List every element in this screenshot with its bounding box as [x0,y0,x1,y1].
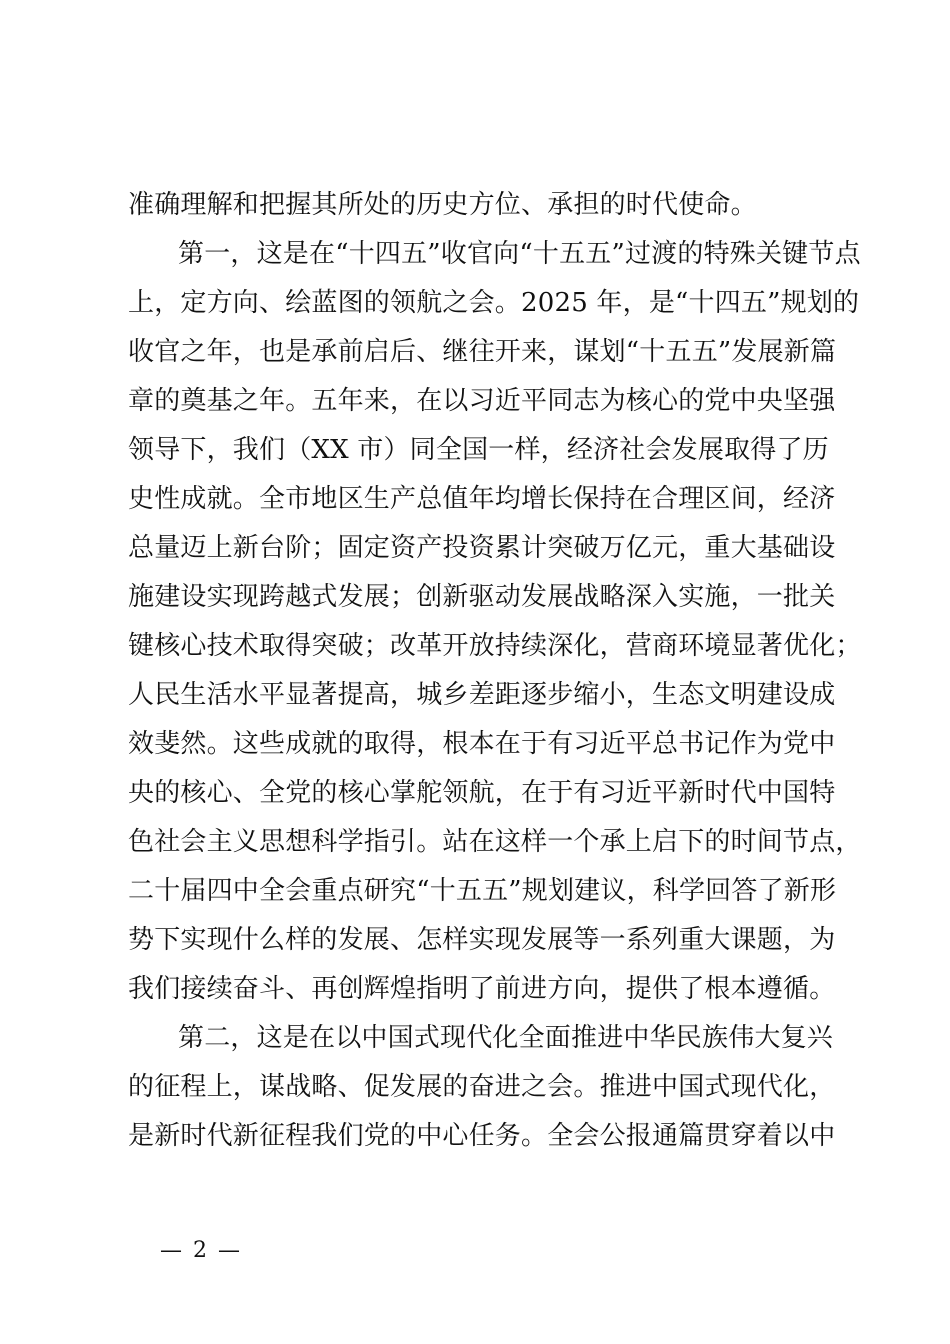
text-line: 色社会主义思想科学指引。站在这样一个承上启下的时间节点， [128,827,862,857]
body-text [128,181,862,1161]
text-line: 势下实现什么样的发展、怎样实现发展等一系列重大课题，为 [128,925,836,955]
text-line: 的征程上，谋战略、促发展的奋进之会。推进中国式现代化， [128,1072,836,1102]
text-line: 章的奠基之年。五年来，在以习近平同志为核心的党中央坚强 [128,386,836,416]
text-line: 央的核心、全党的核心掌舵领航，在于有习近平新时代中国特 [128,778,836,808]
text-line: 我们接续奋斗、再创辉煌指明了前进方向，提供了根本遵循。 [128,974,836,1004]
page-number: — 2 — [160,1238,242,1263]
text-line: 键核心技术取得突破；改革开放持续深化，营商环境显著优化； [128,631,862,661]
text-line: 总量迈上新台阶；固定资产投资累计突破万亿元，重大基础设 [128,533,836,563]
paragraph-first-line: 第一，这是在“十四五”收官向“十五五”过渡的特殊关键节点 [178,239,861,269]
text-line: 上，定方向、绘蓝图的领航之会。2025 年，是“十四五”规划的 [128,288,860,318]
text-line: 人民生活水平显著提高，城乡差距逐步缩小，生态文明建设成 [128,680,836,710]
text-line: 施建设实现跨越式发展；创新驱动发展战略深入实施，一批关 [128,582,836,612]
text-line: 收官之年，也是承前启后、继往开来，谋划“十五五”发展新篇 [128,337,837,367]
text-line: 二十届四中全会重点研究“十五五”规划建议，科学回答了新形 [128,876,837,906]
text-line: 准确理解和把握其所处的历史方位、承担的时代使命。 [128,190,757,220]
text-line: 领导下，我们（XX 市）同全国一样，经济社会发展取得了历 [128,435,829,465]
text-line: 史性成就。全市地区生产总值年均增长保持在合理区间，经济 [128,484,836,514]
text-line: 是新时代新征程我们党的中心任务。全会公报通篇贯穿着以中 [128,1121,836,1151]
paragraph-first-line: 第二，这是在以中国式现代化全面推进中华民族伟大复兴 [178,1023,834,1053]
text-line: 效斐然。这些成就的取得，根本在于有习近平总书记作为党中 [128,729,836,759]
